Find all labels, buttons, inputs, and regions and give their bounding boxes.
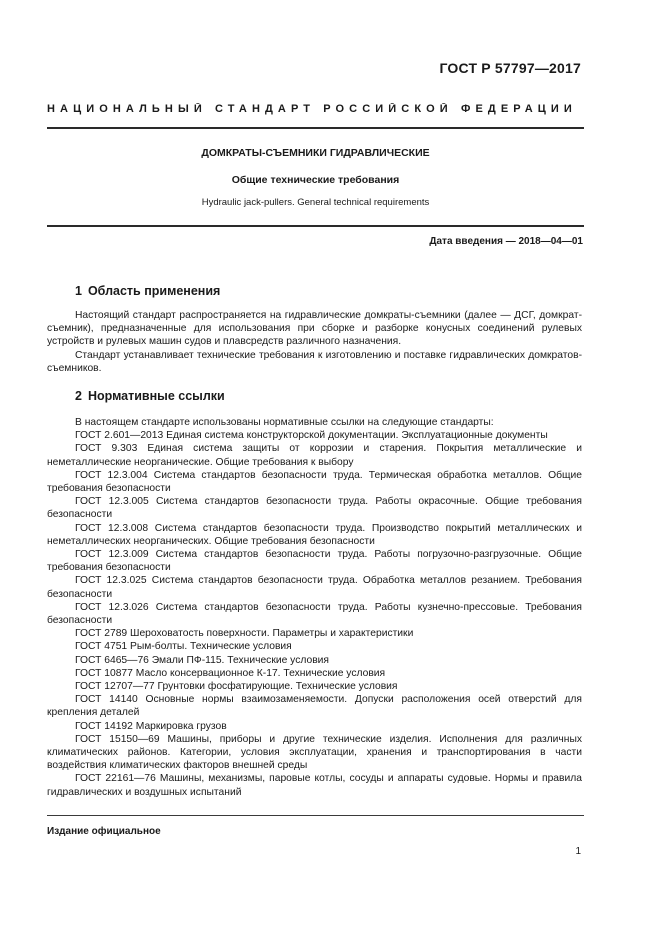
official-edition-label: Издание официальное [47, 826, 161, 837]
header-rule [47, 127, 584, 129]
section-1-heading [75, 284, 220, 298]
title-rule [47, 225, 584, 227]
document-subtitle: Общие технические требования [231, 174, 400, 186]
reference-item: ГОСТ 15150—69 Машины, приборы и другие технические изделия. Исполнения для различных климатических районов. Категории, условия эксплуатации, хранения и транспортирования в части воздействия климатических факторов внешней среды [47, 733, 582, 772]
section-1-title: Область применения [87, 284, 221, 298]
introduction-date: Дата введения — 2018—04—01 [429, 236, 583, 247]
reference-item: ГОСТ 12.3.026 Система стандартов безопасности труда. Работы кузнечно-прессовые. Требования безопасности [47, 601, 582, 627]
reference-item: ГОСТ 6465—76 Эмали ПФ-115. Технические условия [75, 654, 329, 666]
reference-item: ГОСТ 2789 Шероховатость поверхности. Параметры и характеристики [75, 628, 414, 640]
reference-item: ГОСТ 12.3.005 Система стандартов безопасности труда. Работы окрасочные. Общие требования безопасности [47, 496, 582, 521]
section-1-paragraph: Стандарт устанавливает технические требования к изготовлению и поставке гидравлических домкратов-съемников. [47, 349, 582, 374]
reference-item: ГОСТ 2.601—2013 Единая система конструкторской документации. Эксплуатационные документы [75, 430, 548, 442]
reference-item: ГОСТ 12.3.009 Система стандартов безопасности труда. Работы погрузочно-разгрузочные. Общие требования безопасности [47, 549, 582, 574]
reference-item: ГОСТ 14140 Основные нормы взаимозаменяемости. Допуски расположения осей отверстий для крепления деталей [47, 694, 582, 719]
section-1-number: 1 [75, 284, 82, 298]
section-1-paragraph: Настоящий стандарт распространяется на гидравлические домкраты-съемники (далее — ДСГ, домкрат-съемник), предназначенные для использования при сборке и разборке конусных соединений рулевых устройств и рулевых машин судов и плавсредств различного назначения. [47, 310, 582, 348]
page-number: 1 [575, 846, 581, 857]
document-title: ДОМКРАТЫ-СЪЕМНИКИ ГИДРАВЛИЧЕСКИЕ [201, 147, 430, 159]
document-code: ГОСТ Р 57797—2017 [439, 60, 581, 76]
reference-item: ГОСТ 9.303 Единая система защиты от коррозии и старения. Покрытия металлические и неметаллические неорганические. Общие требования к выбору [47, 443, 582, 468]
reference-item: ГОСТ 4751 Рым-болты. Технические условия [75, 641, 292, 653]
section-2-title: Нормативные ссылки [87, 389, 225, 403]
reference-item: ГОСТ 12.3.008 Система стандартов безопасности труда. Производство покрытий металлических и неметаллических неорганических. Общие требования безопасности [47, 522, 582, 547]
reference-item: ГОСТ 22161—76 Машины, механизмы, паровые котлы, сосуды и аппараты судовые. Нормы и правила гидравлических и воздушных испытаний [47, 773, 582, 798]
section-2-number: 2 [75, 389, 82, 403]
reference-item: ГОСТ 10877 Масло консервационное К-17. Технические условия [75, 667, 386, 679]
section-1-body [47, 309, 582, 375]
reference-item: ГОСТ 14192 Маркировка грузов [75, 720, 227, 732]
reference-item: ГОСТ 12707—77 Грунтовки фосфатирующие. Технические условия [75, 681, 398, 693]
national-standard-banner: НАЦИОНАЛЬНЫЙ СТАНДАРТ РОССИЙСКОЙ ФЕДЕРАЦИИ [47, 103, 577, 115]
reference-item: ГОСТ 12.3.025 Система стандартов безопасности труда. Обработка металлов резанием. Требования безопасности [47, 575, 582, 600]
section-2-heading [75, 389, 225, 403]
document-title-english: Hydraulic jack-pullers. General technical requirements [201, 197, 430, 208]
normative-references-list [47, 416, 582, 799]
reference-item: ГОСТ 12.3.004 Система стандартов безопасности труда. Термическая обработка металлов. Общие требования безопасности [47, 469, 582, 495]
footer-rule [47, 815, 584, 816]
references-intro: В настоящем стандарте использованы нормативные ссылки на следующие стандарты: [75, 417, 494, 428]
